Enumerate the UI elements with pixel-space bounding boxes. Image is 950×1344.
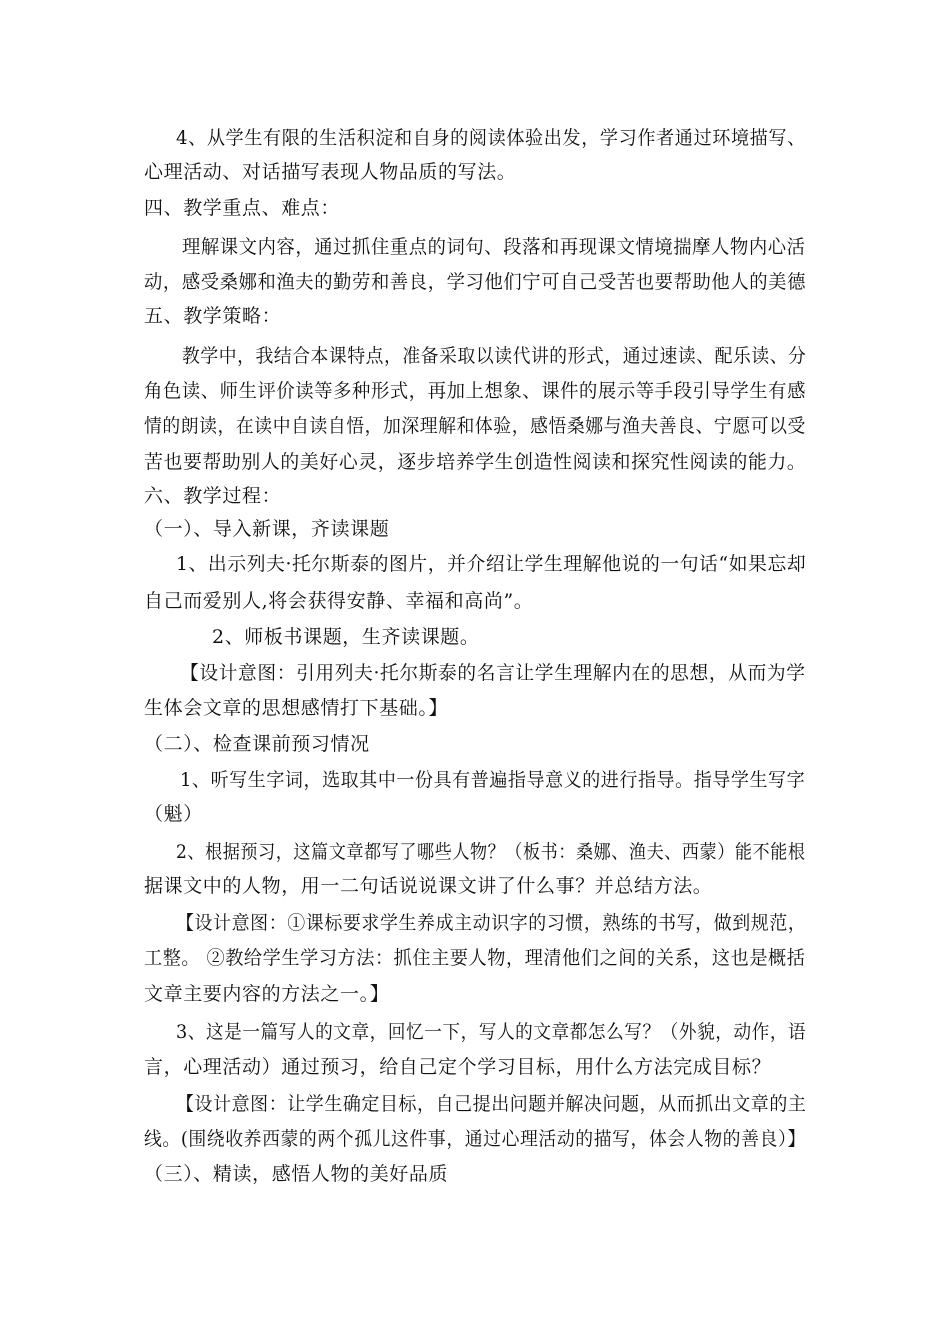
section-heading: 五、教学策略： xyxy=(144,305,282,327)
section-heading: 四、教学重点、难点： xyxy=(144,197,341,219)
text-line: 2、根据预习，这篇文章都写了哪些人物？（板书：桑娜、渔夫、西蒙）能不能根 xyxy=(176,841,806,863)
subsection-heading: （二）、检查课前预习情况 xyxy=(144,733,370,755)
text-line: （魁） xyxy=(144,803,203,825)
text-line: 角色读、师生评价读等多种形式，再加上想象、课件的展示等手段引导学生有感 xyxy=(144,380,807,402)
text-line: 言，心理活动）通过预习，给自己定个学习目标，用什么方法完成目标？ xyxy=(144,1056,772,1078)
design-intent-note: 生体会文章的思想感情打下基础。】 xyxy=(144,697,449,719)
text-line: 1、听写生字词，选取其中一份具有普遍指导意义的进行指导。指导学生写字 xyxy=(180,769,806,791)
text-line: 3、这是一篇写人的文章，回忆一下，写人的文章都怎么写？（外貌，动作，语 xyxy=(176,1021,807,1043)
text-line: 苦也要帮助别人的美好心灵，逐步培养学生创造性阅读和探究性阅读的能力。 xyxy=(144,451,807,473)
text-line: 据课文中的人物，用一二句话说说课文讲了什么事？并总结方法。 xyxy=(144,875,713,897)
subsection-heading: （一）、导入新课，齐读课题 xyxy=(144,518,390,540)
design-intent-note: 【设计意图：引用列夫·托尔斯泰的名言让学生理解内在的思想，从而为学 xyxy=(180,662,806,684)
text-line: 1、出示列夫·托尔斯泰的图片，并介绍让学生理解他说的一句话“如果忘却 xyxy=(176,553,807,575)
text-line: 心理活动、对话描写表现人物品质的写法。 xyxy=(144,161,517,183)
text-line: 理解课文内容，通过抓住重点的词句、段落和再现课文情境揣摩人物内心活 xyxy=(182,236,806,258)
text-line: 情的朗读，在读中自读自悟，加深理解和体验，感悟桑娜与渔夫善良、宁愿可以受 xyxy=(144,415,806,437)
text-line: 2、师板书课题，生齐读课题。 xyxy=(212,626,480,648)
text-line: 自己而爱别人,将会获得安静、幸福和高尚”。 xyxy=(144,590,534,612)
text-line: 教学中，我结合本课特点，准备采取以读代讲的形式，通过速读、配乐读、分 xyxy=(182,345,807,367)
design-intent-note: 线。(围绕收养西蒙的两个孤儿这件事，通过心理活动的描写，体会人物的善良）】 xyxy=(144,1128,806,1150)
design-intent-note: 【设计意图：让学生确定目标，自己提出问题并解决问题，从而抓出文章的主 xyxy=(176,1093,807,1115)
text-line: 动，感受桑娜和渔夫的勤劳和善良，学习他们宁可自己受苦也要帮助他人的美德 xyxy=(144,271,807,293)
section-heading: 六、教学过程： xyxy=(144,485,282,507)
design-intent-note: 【设计意图：①课标要求学生养成主动识字的习惯，熟练的书写，做到规范， xyxy=(176,912,807,934)
design-intent-note: 文章主要内容的方法之一。】 xyxy=(144,983,390,1005)
text-line: 4、从学生有限的生活积淀和自身的阅读体验出发，学习作者通过环境描写、 xyxy=(176,127,806,149)
subsection-heading: （三）、精读，感悟人物的美好品质 xyxy=(144,1163,449,1185)
design-intent-note: 工整。 ②教给学生学习方法：抓住主要人物，理清他们之间的关系，这也是概括 xyxy=(144,947,806,969)
